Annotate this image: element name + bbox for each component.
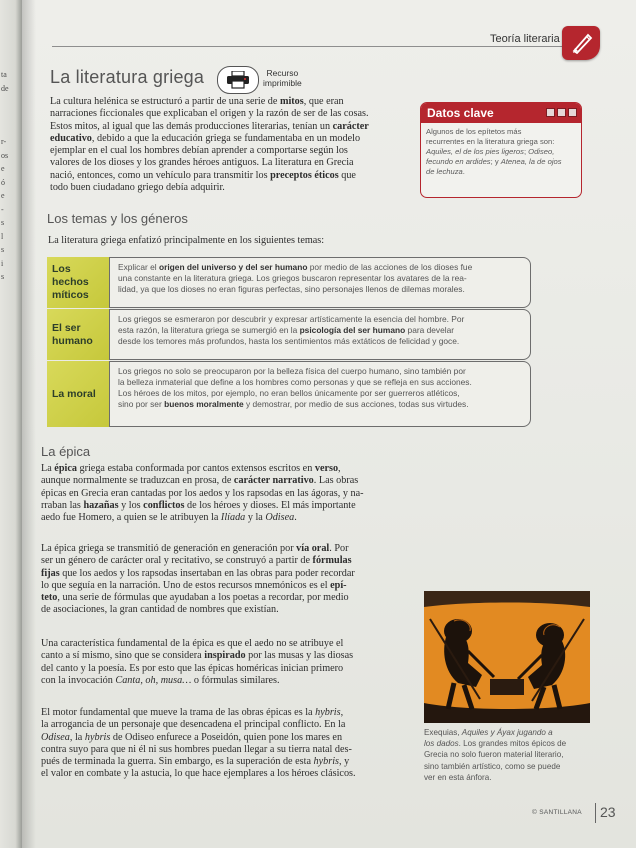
theme-label: Los hechos míticos <box>47 257 109 308</box>
text-line: La épica griega estaba conformada por cantos extensos escritos en verso, <box>41 463 341 474</box>
footer-separator <box>595 803 596 823</box>
printable-resource-label: Recurso imprimible <box>263 68 302 88</box>
text-line: el valor en combate y la astucia, lo que hace ejemplares a los héroes clásicos. <box>41 768 356 780</box>
text-line: la belleza inmaterial que define a los hombres como personas y que se refleja en sus acciones. <box>118 377 472 387</box>
text-line: educativo, debido a que la educación griega se fundamentaba en un modelo <box>50 132 361 144</box>
text-line: fecundo en ardides; y Atenea, la de ojos <box>426 157 562 166</box>
text-line: contra suyo para que ni él ni sus hombres puedan llegar a su tierra natal des- <box>41 743 352 755</box>
window-controls-icon <box>544 108 577 128</box>
text-line: ser un género de carácter oral y recitativo, se construyó a partir de fórmulas <box>41 555 352 567</box>
text-line: todo buen ciudadano griego debía adquirir. <box>50 182 225 194</box>
text-line: los dados. Los grandes mitos épicos de <box>424 739 567 749</box>
left-page-fragment: ó <box>1 177 5 187</box>
text-line: El motor fundamental que mueve la trama de las obras épicas es la hybris, <box>41 707 344 718</box>
theme-label: El ser humano <box>47 309 109 360</box>
text-line: lo que seguía en la narración. Uno de estos recursos mnemónicos es el epí- <box>41 579 347 591</box>
photo-caption <box>424 727 592 783</box>
text-line: pués de terminada la guerra. Sin embargo, es la superación de esta hybris, y <box>41 756 350 768</box>
text-line: ver en esta ánfora. <box>424 772 492 782</box>
amphora-photo <box>424 591 590 723</box>
text-line: de lechuza. <box>426 167 465 176</box>
text-line: Exequias, Aquiles y Áyax jugando a <box>424 728 553 737</box>
text-line: rraban las hazañas y los conflictos de los héroes y dioses. El más importante <box>41 499 356 511</box>
text-line: desde los temores más profundos, hasta los sentimientos más extáticos de felicidad y goce. <box>118 336 460 346</box>
epic-paragraph-2 <box>41 543 396 617</box>
left-page-fragment: r- <box>1 137 7 146</box>
text-line: recurrentes en la literatura griega son: <box>426 137 555 146</box>
text-line: Estos mitos, al igual que las demás producciones literarias, tenían un carácter <box>50 120 369 132</box>
text-line: aedo fue Homero, a quien se le atribuyen la Ilíada y la Odisea. <box>41 512 297 524</box>
text-line: sino también artístico, como se puede <box>424 761 561 771</box>
left-page-fragment: os <box>1 150 9 160</box>
themes-heading: Los temas y los géneros <box>47 211 188 226</box>
text-line: épicas en Grecia eran cantadas por los aedos y los rapsodas en las ágoras, y na- <box>41 487 364 499</box>
left-page-fragment: l <box>1 231 4 241</box>
themes-intro: La literatura griega enfatizó principalmente en los siguientes temas: <box>48 235 325 246</box>
text-line: Los griegos no solo se preocuparon por la belleza física del cuerpo humano, sino también por <box>118 366 466 376</box>
text-line: Grecia no solo fueron material literario, <box>424 750 564 760</box>
theme-description <box>109 257 531 308</box>
text-line: nació, entonces, como un vehículo para transmitir los preceptos éticos que <box>50 169 356 181</box>
key-facts-text <box>421 123 581 177</box>
theme-description <box>109 361 531 427</box>
text-line: ejemplar en el cual los hombres debían aprender a comportarse según los <box>50 145 348 157</box>
text-line: Los héroes de los mitos, por ejemplo, no eran bellos únicamente por ser guerreros atléticos, <box>118 388 460 398</box>
text-line: la arrogancia de un personaje que desencadena el principal conflicto. En la <box>41 719 346 731</box>
epic-paragraph-1 <box>41 463 396 524</box>
header-rule <box>52 46 572 47</box>
epic-heading: La épica <box>41 444 91 459</box>
text-line: una constante en la literatura griega. Los griegos buscaron representar los avatares de la rea- <box>118 273 467 283</box>
theme-row-myths <box>47 257 531 308</box>
theme-label: La moral <box>47 361 109 427</box>
epic-paragraph-3 <box>41 638 396 687</box>
left-page-fragment: s <box>1 272 5 281</box>
left-page-fragment: e <box>1 164 5 173</box>
left-page-fragment: de <box>1 83 9 93</box>
text-line: Odisea, la hybris de Odiseo enfurece a Poseidón, quien pone los mares en <box>41 731 343 743</box>
theme-row-moral <box>47 361 531 427</box>
key-facts-box <box>420 102 582 198</box>
text-line: Los griegos se esmeraron por descubrir y expresar artísticamente la esencia del hombre. Por <box>118 314 465 324</box>
text-line: sino por ser buenos moralmente y demostrar, por medio de sus acciones, todas sus virtudes. <box>118 399 469 409</box>
intro-paragraph <box>50 96 398 194</box>
text-line: lidad, ya que los dioses no eran figuras perfectas, sino personajes llenos de dilemas morales. <box>118 284 465 294</box>
text-line: Una característica fundamental de la épica es que el aedo no se atribuye el <box>41 638 344 649</box>
text-line: aunque normalmente se traduzcan en prosa, de carácter narrativo. Las obras <box>41 475 359 487</box>
left-page-fragment: i <box>1 258 4 268</box>
text-line: valores de los dioses y los grandes héroes antiguos. La literatura en Grecia <box>50 157 354 169</box>
left-page-fragment: e <box>1 191 5 200</box>
text-line: Aquiles, el de los pies ligeros; Odiseo, <box>426 147 555 156</box>
printer-icon <box>226 71 250 89</box>
page-number: 23 <box>600 804 616 820</box>
adjacent-page-edge <box>0 0 22 848</box>
text-line: canto a sí mismo, sino que se considera inspirado por las musas y las diosas <box>41 650 354 662</box>
theme-row-human <box>47 309 531 360</box>
text-line: teto, una serie de fórmulas que ayudaban a los poetas a recordar, por medio <box>41 592 349 604</box>
theme-description <box>109 309 531 360</box>
textbook-page <box>22 0 636 848</box>
publisher-brand: © SANTILLANA <box>532 809 582 816</box>
text-line: fijas que los aedos y los rapsodas insertaban en las obras para poder recordar <box>41 567 355 579</box>
text-line: Explicar el origen del universo y del ser humano por medio de las acciones de los dioses fue <box>118 262 473 272</box>
text-line: de asociaciones, la gran cantidad de nombres que existían. <box>41 604 279 616</box>
left-page-fragment: ta <box>1 70 7 79</box>
quill-pen-icon <box>562 26 600 60</box>
text-line: con la invocación Canta, oh, musa… o fórmulas similares. <box>41 674 280 686</box>
printable-resource-button[interactable] <box>217 66 259 94</box>
left-page-fragment: s <box>1 218 5 227</box>
text-line: La épica griega se transmitió de generación en generación por vía oral. Por <box>41 543 349 554</box>
text-line: del canto y la poesía. Es por esto que las épicas homéricas inician primero <box>41 662 344 674</box>
text-line: Algunos de los epítetos más <box>426 127 522 136</box>
text-line: La cultura helénica se estructuró a partir de una serie de mitos, que eran <box>50 96 344 107</box>
key-facts-header: Datos clave <box>421 103 581 123</box>
page-gutter-shadow <box>22 0 36 848</box>
page-title: La literatura griega <box>50 67 205 87</box>
section-label: Teoría literaria <box>490 33 560 45</box>
epic-paragraph-4 <box>41 707 396 781</box>
text-line: narraciones ficcionales que explicaban el origen y la razón de ser de las cosas. <box>50 108 369 120</box>
left-page-fragment: s <box>1 245 5 254</box>
left-page-fragment: - <box>1 204 4 214</box>
text-line: esta razón, la literatura griega se sumergió en la psicología del ser humano para develar <box>118 325 455 335</box>
